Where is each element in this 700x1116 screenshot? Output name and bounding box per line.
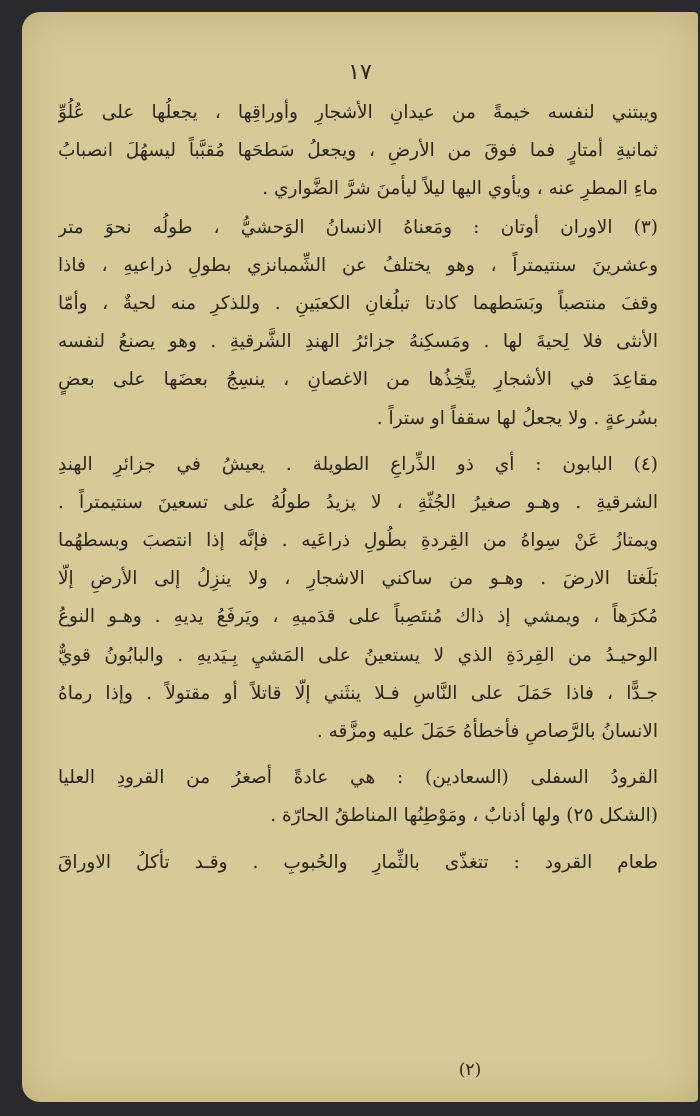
text-line: الانسانُ بالرَّصاصِ فأخطأهُ حَمَلَ عليه ومزَّقه .: [316, 721, 658, 742]
text-line: بسُرعةٍ . ولا يجعلُ لها سقفاً او ستراً .: [376, 407, 658, 429]
paragraph-orang-utan-line: (٣) الاوران أوتان : ومَعناهُ الانسانُ الوَحشيُّ ، طولُه نحوَ متر: [58, 216, 658, 238]
text-line: ثمانيةِ أمتارٍ فما فوقَ من الأرضِ ، ويجعلُ سَطحَها مُقبَّباً ليسهُلَ انصبابُ: [58, 140, 658, 162]
text-line: مقاعِدَ في الأشجارِ يتَّخِذُها من الاغصانِ ، ينسِجُ بعضَها على بعضٍ: [58, 369, 658, 391]
page-number: ١٧: [348, 60, 372, 85]
paragraph-lower-monkeys-line: القرودُ السفلى (السعادين) : هي عادةً أصغرُ من القرودِ العليا: [58, 767, 658, 789]
text-line: وعشرينَ سنتيمتراً ، وهو يختلفُ عن الشِّمبانزي بطولِ ذراعيهِ ، فاذا: [58, 254, 658, 276]
paragraph-monkey-food-line: طعام القرود : تتغذّى بالثِّمارِ والحُبوبِ . وقـد تأكلُ الاوراقَ: [58, 851, 658, 873]
paragraph-baboon-line: (٤) البابون : أي ذو الذِّراعِ الطويلة . يعيشُ في جزائرِ الهندِ: [58, 453, 658, 475]
text-line: الأنثى فلا لِحيةَ لها . ومَسكِنهُ جزائرُ الهندِ الشَّرقيةِ . وهو يصنعُ لنفسه: [58, 331, 658, 353]
text-line: ويبتني لنفسه خيمةً من عيدانِ الأشجارِ وأوراقِها ، يجعلُها على عُلُوِّ: [58, 102, 658, 123]
signature-mark: (٢): [458, 1060, 482, 1080]
text-line: ويمتازُ عَنْ سِواهُ من القِردةِ بطُولِ ذراعَيه . فإنَّه إذا انتصبَ وبسطهُما: [58, 530, 658, 552]
text-line: (الشكل ٢٥) ولها أذنابٌ ، ومَوْطِنُها المناطقُ الحارّة .: [270, 805, 658, 827]
text-line: بَلَغتا الارضَ . وهـو من ساكني الاشجارِ ، ولا ينزِلُ إلى الأرضِ إلّا: [58, 568, 658, 590]
page-text: [58, 94, 658, 882]
text-line: وقفَ منتصباً وبَسَطهما كادتا تبلُغانِ الكعبَينِ . وللذكرِ منه لحيةٌ ، وأمّا: [58, 292, 658, 314]
book-page: [22, 12, 698, 1102]
text-line: مُكرَهاً ، ويمشي إذ ذاك مُنتَصِباً على قدَميهِ ، ويَرفَعُ يديهِ . وهـو النوعُ: [58, 606, 658, 628]
text-line: الوحيـدُ من القِردَةِ الذي لا يستعينُ على المَشيِ بِـيَديهِ . والبابُونُ قويٌّ: [58, 644, 658, 666]
text-line: ماءِ المطرِ عنه ، ويأوي اليها ليلاً ليأمنَ شرَّ الضَّواري .: [262, 178, 658, 200]
text-line: الشرقيةِ . وهـو صغيرُ الجُثّةِ ، لا يزيدُ طولُهُ على تسعينَ سنتيمتراً .: [58, 491, 658, 513]
text-line: جـدًّا ، فاذا حَمَلَ على النَّاسِ فـلا ينثَني إلّا قاتلاً أو مقتولاً . وإذا رماهُ: [58, 682, 658, 704]
